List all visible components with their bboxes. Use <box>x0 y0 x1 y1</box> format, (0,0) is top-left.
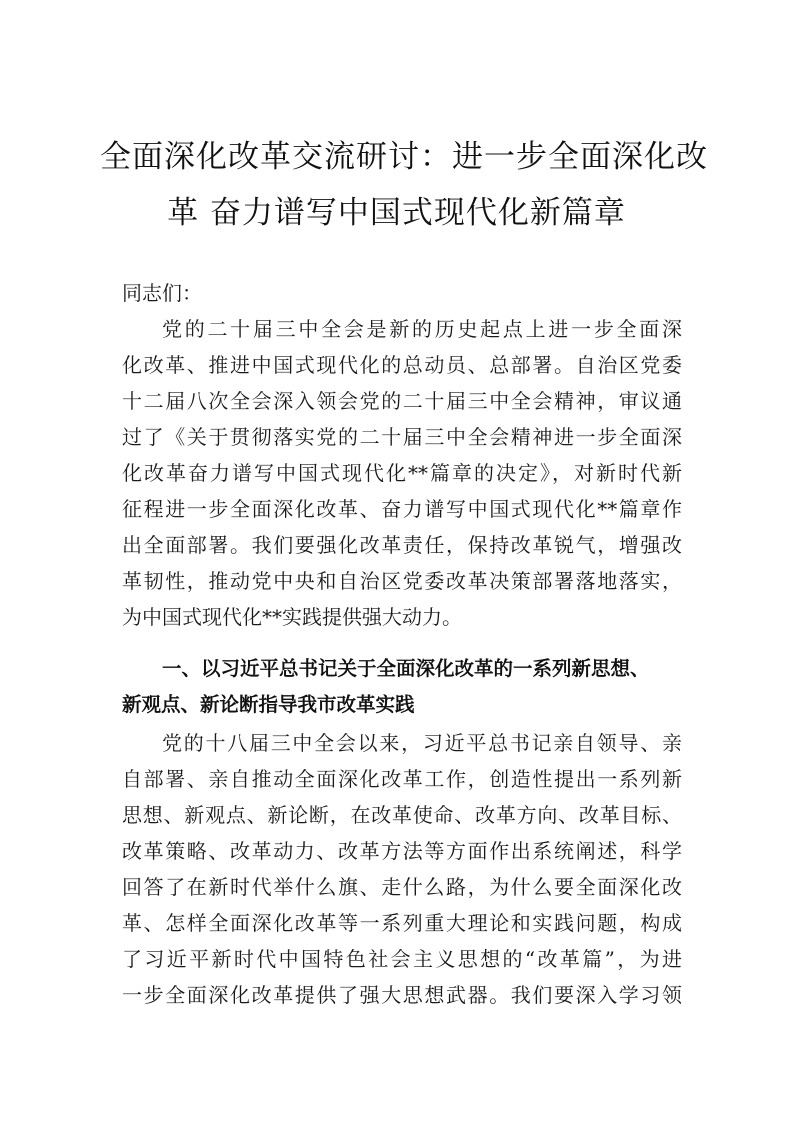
salutation: 同志们： <box>122 281 202 305</box>
paragraph-2-line: 了习近平新时代中国特色社会主义思想的“改革篇”，为进 <box>122 947 682 971</box>
paragraph-1-line: 为中国式现代化**实践提供强大动力。 <box>122 605 462 629</box>
paragraph-2-line: 革、怎样全面深化改革等一系列重大理论和实践问题，构成 <box>122 911 682 935</box>
paragraph-2-line: 党的十八届三中全会以来，习近平总书记亲自领导、亲 <box>162 731 682 755</box>
paragraph-1-line: 出全面部署。我们要强化改革责任，保持改革锐气，增强改 <box>122 533 682 557</box>
paragraph-2-line: 思想、新观点、新论断，在改革使命、改革方向、改革目标、 <box>122 803 682 827</box>
paragraph-2-line: 自部署、亲自推动全面深化改革工作，创造性提出一系列新 <box>122 767 682 791</box>
paragraph-1-line: 化改革、推进中国式现代化的总动员、总部署。自治区党委 <box>122 353 682 377</box>
document-title-line-1: 全面深化改革交流研讨：进一步全面深化改 <box>100 139 708 175</box>
paragraph-1-line: 征程进一步全面深化改革、奋力谱写中国式现代化**篇章作 <box>122 497 682 521</box>
paragraph-1-line: 党的二十届三中全会是新的历史起点上进一步全面深 <box>162 317 682 341</box>
paragraph-1-line: 十二届八次全会深入领会党的二十届三中全会精神，审议通 <box>122 389 682 413</box>
section-heading-line-1: 一、以习近平总书记关于全面深化改革的一系列新思想、 <box>162 657 650 680</box>
paragraph-2-line: 改革策略、改革动力、改革方法等方面作出系统阐述，科学 <box>122 839 682 863</box>
section-heading-line-2: 新观点、新论断指导我市改革实践 <box>122 693 415 716</box>
paragraph-1-line: 化改革奋力谱写中国式现代化**篇章的决定》，对新时代新 <box>122 461 682 485</box>
paragraph-1-line: 过了《关于贯彻落实党的二十届三中全会精神进一步全面深 <box>122 425 682 449</box>
document-title-line-2: 革 奋力谱写中国式现代化新篇章 <box>167 195 626 231</box>
paragraph-1-line: 革韧性，推动党中央和自治区党委改革决策部署落地落实， <box>122 569 682 593</box>
paragraph-2-line: 回答了在新时代举什么旗、走什么路，为什么要全面深化改 <box>122 875 682 899</box>
paragraph-2-line: 一步全面深化改革提供了强大思想武器。我们要深入学习领 <box>122 983 682 1007</box>
